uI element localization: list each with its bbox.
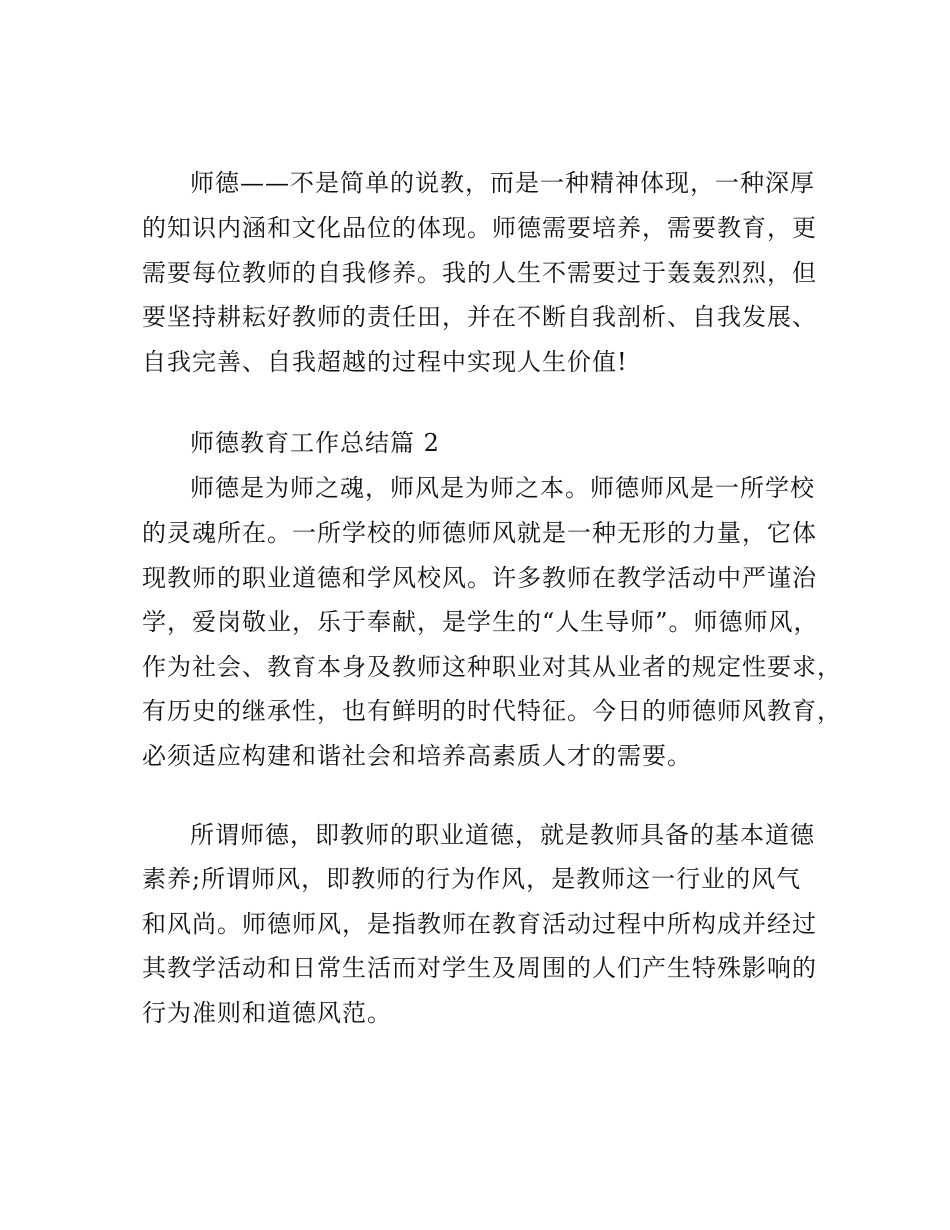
paragraph-2-line-3: 现教师的职业道德和学风校风。许多教师在教学活动中严谨治	[142, 564, 817, 592]
paragraph-3-line-2: 素养;所谓师风，即教师的行为作风，是教师这一行业的风气	[142, 865, 802, 893]
paragraph-1-line-3: 需要每位教师的自我修养。我的人生不需要过于轰轰烈烈，但	[142, 259, 817, 287]
paragraph-1-line-2: 的知识内涵和文化品位的体现。师德需要培养，需要教育，更	[142, 214, 817, 242]
paragraph-3-line-1: 所谓师德，即教师的职业道德，就是教师具备的基本道德	[190, 821, 815, 849]
paragraph-1-line-1: 师德——不是简单的说教，而是一种精神体现，一种深厚	[190, 169, 815, 197]
paragraph-2-line-5: 作为社会、教育本身及教师这种职业对其从业者的规定性要求，	[142, 653, 842, 681]
section-heading: 师德教育工作总结篇 2	[190, 429, 440, 457]
paragraph-2-line-4: 学，爱岗敬业，乐于奉献，是学生的“人生导师”。师德师风，	[142, 608, 819, 636]
paragraph-1-line-5: 自我完善、自我超越的过程中实现人生价值!	[142, 348, 628, 376]
paragraph-2-line-7: 必须适应构建和谐社会和培养高素质人才的需要。	[142, 742, 692, 770]
paragraph-2-line-2: 的灵魂所在。一所学校的师德师风就是一种无形的力量，它体	[142, 519, 817, 547]
paragraph-2-line-6: 有历史的继承性，也有鲜明的时代特征。今日的师德师风教育，	[142, 697, 842, 725]
paragraph-2-line-1: 师德是为师之魂，师风是为师之本。师德师风是一所学校	[190, 474, 815, 502]
paragraph-3-line-4: 其教学活动和日常生活而对学生及周围的人们产生特殊影响的	[142, 954, 817, 982]
paragraph-3-line-3: 和风尚。师德师风，是指教师在教育活动过程中所构成并经过	[142, 910, 817, 938]
paragraph-3-line-5: 行为准则和道德风范。	[142, 999, 392, 1027]
paragraph-1-line-4: 要坚持耕耘好教师的责任田，并在不断自我剖析、自我发展、	[142, 303, 817, 331]
